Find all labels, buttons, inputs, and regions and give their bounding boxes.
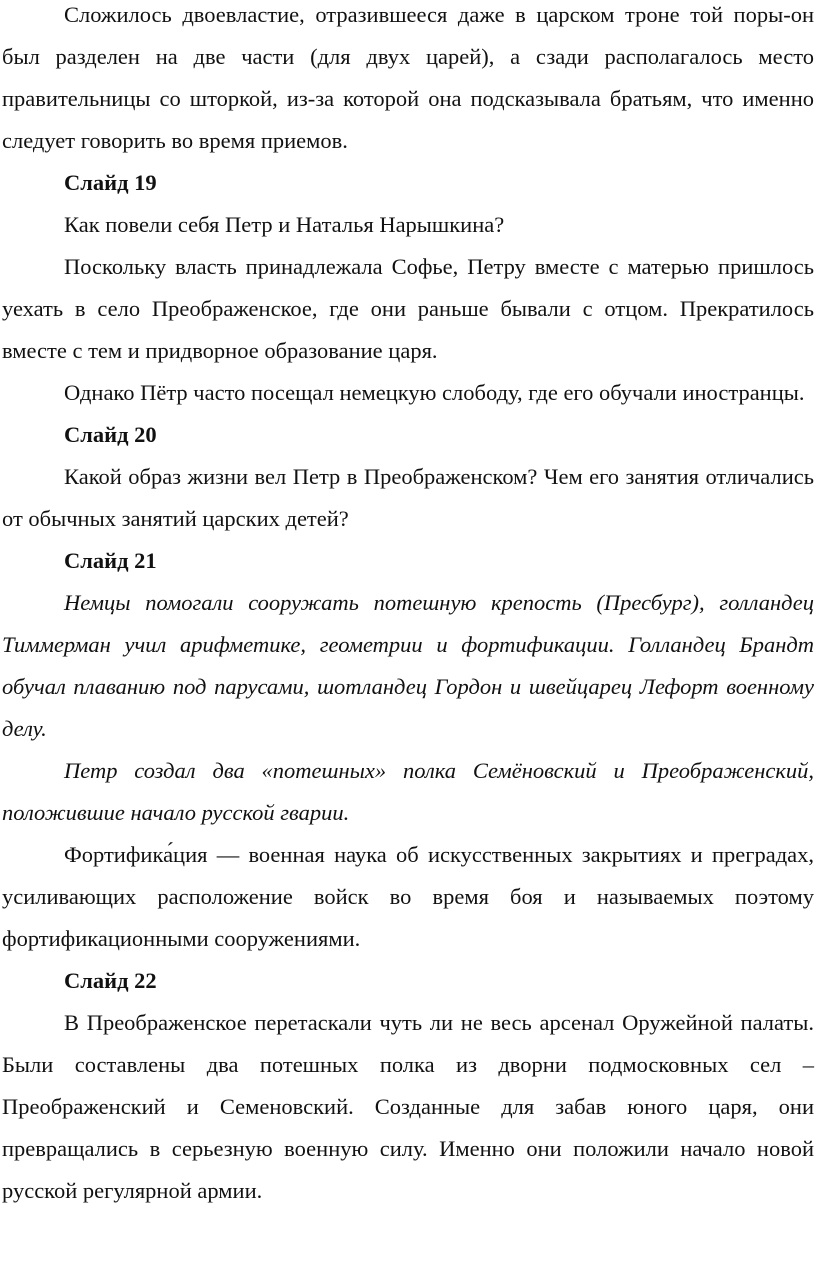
paragraph-foreign-teachers: Немцы помогали сооружать потешную крепость (Пресбург), голландец Тиммерман учил арифметике, геометрии и фортификации. Голландец Брандт обучал плаванию под парусами, шотландец Гордон и швейцарец Лефорт военному делу. <box>2 590 814 741</box>
paragraph-preobrazhenskoe: Поскольку власть принадлежала Софье, Петру вместе с матерью пришлось уехать в село Преображенское, где они раньше бывали с отцом. Прекратилось вместе с тем и придворное образование царя. <box>2 254 814 363</box>
heading-slide-19: Слайд 19 <box>64 170 157 195</box>
paragraph-arsenal-regiments: В Преображенское перетаскали чуть ли не весь арсенал Оружейной палаты. Были составлены два потешных полка из дворни подмосковных сел – Преображенский и Семеновский. Созданные для забав юного царя, они превращались в серьезную военную силу. Именно они положили начало новой русской регулярной армии. <box>2 1010 814 1203</box>
paragraph-dual-power: Сложилось двоевластие, отразившееся даже в царском троне той поры-он был разделен на две части (для двух царей), а сзади располагалось место правительницы со шторкой, из-за которой она подсказывала братьям, что именно следует говорить во время приемов. <box>2 2 814 153</box>
heading-slide-20: Слайд 20 <box>64 422 157 447</box>
heading-slide-21: Слайд 21 <box>64 548 157 573</box>
paragraph-fortification-definition: Фортифика́ция — военная наука об искусственных закрытиях и преградах, усиливающих расположение войск во время боя и называемых поэтому фортификационными сооружениями. <box>2 842 814 951</box>
heading-slide-22: Слайд 22 <box>64 968 157 993</box>
paragraph-play-regiments: Петр создал два «потешных» полка Семёновский и Преображенский, положившие начало русской гварии. <box>2 758 814 825</box>
paragraph-german-quarter: Однако Пётр часто посещал немецкую слободу, где его обучали иностранцы. <box>64 380 805 405</box>
paragraph-question-peter-natalya: Как повели себя Петр и Наталья Нарышкина? <box>64 212 505 237</box>
paragraph-question-lifestyle: Какой образ жизни вел Петр в Преображенском? Чем его занятия отличались от обычных занятий царских детей? <box>2 464 814 531</box>
